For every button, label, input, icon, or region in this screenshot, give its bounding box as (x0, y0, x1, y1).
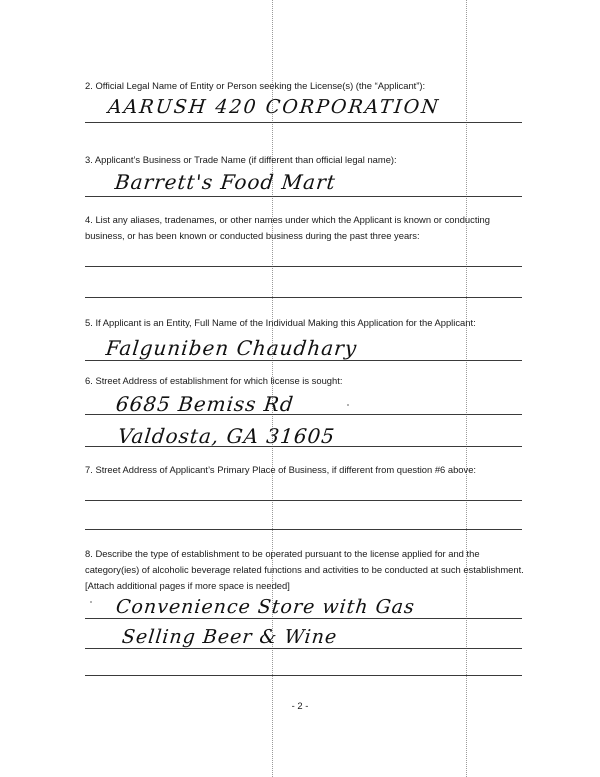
answer-street-line-1: 6685 Bemiss Rd (114, 392, 296, 416)
answer-establishment-line-1: Convenience Store with Gas (114, 596, 417, 618)
answer-line (85, 297, 522, 298)
answer-line (85, 675, 522, 676)
question-number: 8. (85, 548, 93, 559)
answer-line (85, 122, 522, 123)
answer-legal-name: AARUSH 420 CORPORATION (106, 96, 441, 118)
question-number: 6. (85, 375, 93, 386)
question-text: Street Address of establishment for which license is sought: (95, 375, 343, 386)
question-text: Applicant’s Business or Trade Name (if different than official legal name): (94, 154, 397, 165)
question-text: If Applicant is an Entity, Full Name of the Individual Making this Application for the Applicant: (95, 317, 476, 328)
answer-line (85, 529, 522, 530)
question-3 (85, 152, 525, 168)
scan-speck (90, 601, 92, 603)
answer-line (85, 266, 522, 267)
scan-speck (347, 404, 349, 406)
answer-street-line-2: Valdosta, GA 31605 (116, 424, 337, 448)
question-text: Official Legal Name of Entity or Person seeking the License(s) (the “Applicant”): (95, 80, 426, 91)
question-text: Street Address of Applicant’s Primary Place of Business, if different from question #6 above: (95, 464, 477, 475)
question-number: 7. (85, 464, 93, 475)
question-number: 4. (85, 214, 93, 225)
page-number: - 2 - (291, 700, 309, 711)
answer-trade-name: Barrett's Food Mart (113, 170, 338, 194)
question-number: 3. (85, 154, 93, 165)
answer-line (85, 360, 522, 361)
answer-line (85, 648, 522, 649)
answer-line (85, 414, 522, 415)
answer-establishment-line-2: Selling Beer & Wine (120, 626, 339, 648)
answer-line (85, 618, 522, 619)
answer-line (85, 446, 522, 447)
question-2 (85, 78, 525, 94)
question-text: Describe the type of establishment to be operated pursuant to the license applied for and the category(ies) of alcoholic beverage related functions and activities to be conducted at such establishment. [Attach additional pages if more space is needed] (85, 548, 524, 591)
question-number: 2. (85, 80, 93, 91)
question-text: List any aliases, tradenames, or other names under which the Applicant is known or conducting business, or has been known or conducted business during the past three years: (85, 214, 490, 241)
question-number: 5. (85, 317, 93, 328)
question-7 (85, 462, 525, 478)
question-5 (85, 315, 525, 331)
answer-line (85, 196, 522, 197)
question-8 (85, 546, 525, 594)
question-4 (85, 212, 525, 244)
answer-line (85, 500, 522, 501)
answer-applicant-individual: Falguniben Chaudhary (104, 336, 359, 360)
question-6 (85, 373, 525, 389)
